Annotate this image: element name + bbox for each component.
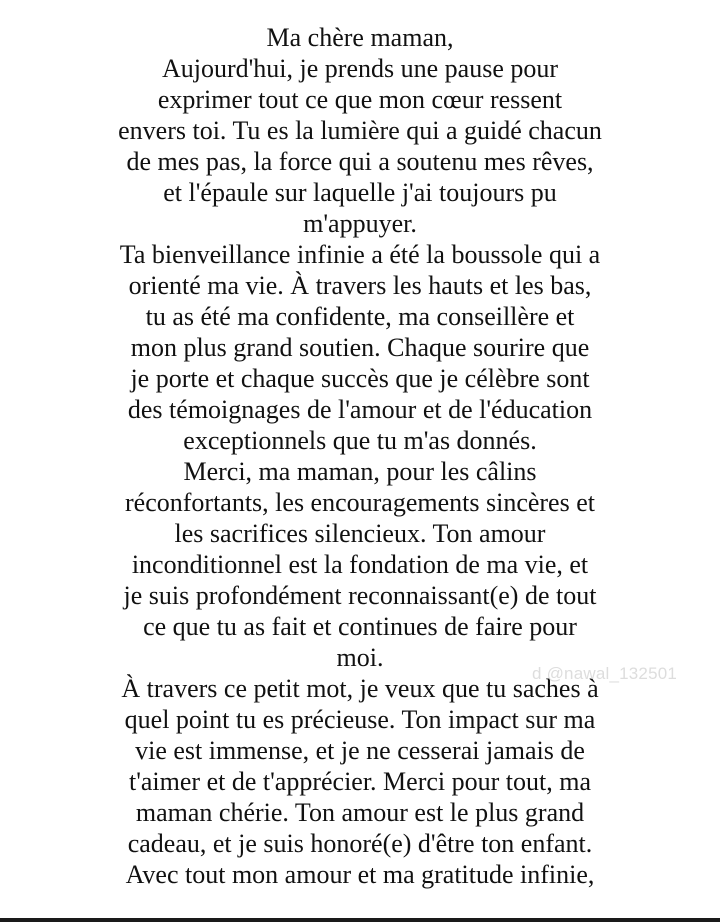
letter-line: Aujourd'hui, je prends une pause pour: [161, 54, 559, 83]
bottom-divider: [0, 918, 720, 922]
letter-line: réconfortants, les encouragements sincères et: [125, 488, 595, 517]
letter-line: À travers ce petit mot, je veux que tu saches à: [121, 674, 599, 703]
letter-line: cadeau, et je suis honoré(e) d'être ton enfant.: [127, 829, 593, 858]
letter-line: et l'épaule sur laquelle j'ai toujours pu: [163, 178, 557, 207]
watermark-handle: d @nawal_132501: [532, 664, 678, 683]
letter-line: je porte et chaque succès que je célèbre sont: [130, 364, 590, 393]
letter-line: des témoignages de l'amour et de l'éducation: [127, 395, 593, 424]
letter-line: quel point tu es précieuse. Ton impact sur ma: [124, 705, 596, 734]
letter-line: vie est immense, et je ne cesserai jamais de: [135, 736, 585, 765]
letter-line: mon plus grand soutien. Chaque sourire que: [130, 333, 590, 362]
letter-line: m'appuyer.: [303, 209, 417, 238]
letter-line: Ma chère maman,: [266, 23, 454, 52]
letter-line: moi.: [336, 643, 384, 672]
letter-line: Merci, ma maman, pour les câlins: [183, 457, 537, 486]
letter-line: exprimer tout ce que mon cœur ressent: [157, 85, 563, 114]
letter-line: exceptionnels que tu m'as donnés.: [183, 426, 537, 455]
letter-line: maman chérie. Ton amour est le plus grand: [135, 798, 585, 827]
letter-line: je suis profondément reconnaissant(e) de tout: [123, 581, 597, 610]
letter-line: inconditionnel est la fondation de ma vie, et: [131, 550, 589, 579]
letter-line: ce que tu as fait et continues de faire pour: [143, 612, 577, 641]
letter-line: orienté ma vie. À travers les hauts et les bas,: [128, 271, 592, 300]
letter-text: [0, 22, 720, 890]
letter-line: envers toi. Tu es la lumière qui a guidé chacun: [118, 116, 602, 145]
letter-line: Ta bienveillance infinie a été la boussole qui a: [119, 240, 601, 269]
letter-line: Avec tout mon amour et ma gratitude infinie,: [125, 860, 595, 889]
letter-line: les sacrifices silencieux. Ton amour: [174, 519, 546, 548]
letter-line: de mes pas, la force qui a soutenu mes rêves,: [126, 147, 594, 176]
letter-line: tu as été ma confidente, ma conseillère et: [145, 302, 575, 331]
letter-line: t'aimer et de t'apprécier. Merci pour tout, ma: [128, 767, 592, 796]
